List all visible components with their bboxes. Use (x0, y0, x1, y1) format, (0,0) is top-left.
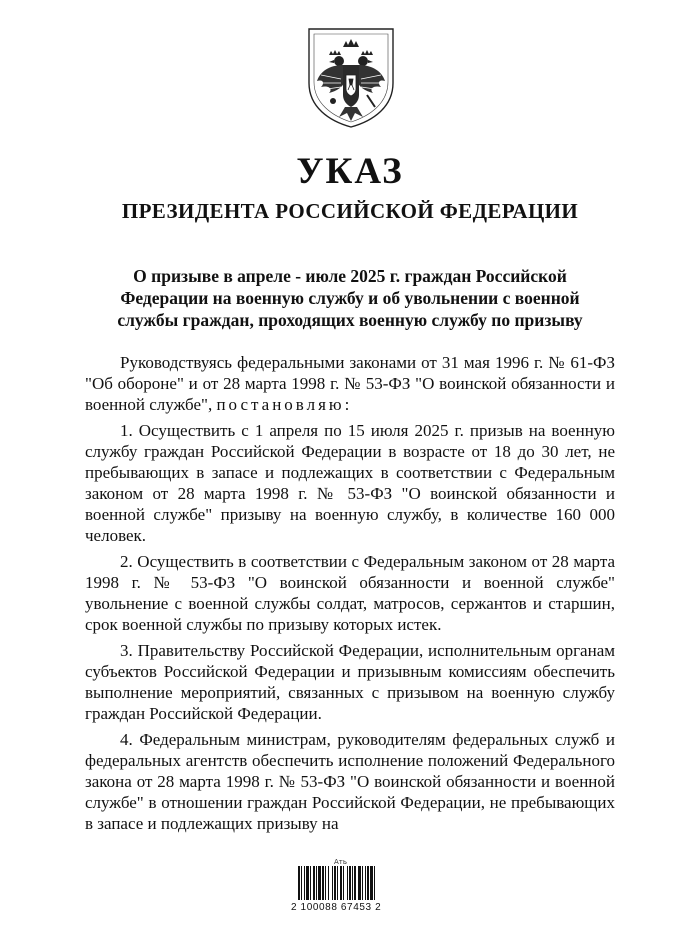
barcode-bar (328, 866, 329, 900)
subject-line: службы граждан, проходящих военную службу по призыву (117, 310, 583, 330)
document-subtitle: ПРЕЗИДЕНТА РОССИЙСКОЙ ФЕДЕРАЦИИ (121, 199, 579, 223)
barcode-bar (332, 866, 333, 900)
barcode-bar (322, 866, 324, 900)
preamble-paragraph (85, 352, 615, 415)
barcode-bar (365, 866, 366, 900)
preamble-text: Руководствуясь федеральными законами от 31 мая 1996 г. № 61-ФЗ "Об обороне" и от 28 марта 1998 г. № 53-ФЗ "О воинской обязанности и военной службе", (85, 353, 615, 414)
barcode-bar (358, 866, 361, 900)
barcode-bar (316, 866, 317, 900)
barcode-bar (370, 866, 373, 900)
barcode-bar (352, 866, 353, 900)
barcode-bar (367, 866, 369, 900)
decree-subject (100, 265, 600, 331)
barcode-bar (349, 866, 351, 900)
paragraph-4: 4. Федеральным министрам, руководителям федеральных служб и федеральных агентств обеспечить исполнение положений Федерального закона от 28 марта 1998 г. № 53-ФЗ "О воинской обязанности и военной службе" в отношении граждан Российской Федерации, не пребывающих в запасе и подлежащих призыву на (85, 730, 615, 833)
barcode-bar (318, 866, 321, 900)
barcode-bar (340, 866, 342, 900)
coat-of-arms-icon (303, 25, 399, 129)
barcode-bar (298, 866, 300, 900)
subject-line: О призыве в апреле - июле 2025 г. граждан Российской (133, 266, 567, 286)
barcode-bar (313, 866, 315, 900)
barcode-bar (306, 866, 309, 900)
barcode-bar (374, 866, 375, 900)
barcode-bar (337, 866, 338, 900)
document-title: УКАЗ (296, 151, 404, 192)
barcode-bar (343, 866, 344, 900)
barcode-bar (334, 866, 336, 900)
barcode-bar (354, 866, 356, 900)
decree-word: постановляю: (216, 395, 353, 414)
printer-mark: Ать (334, 858, 347, 866)
barcode-number: 2 100088 67453 2 (291, 902, 382, 913)
barcode-bar (325, 866, 326, 900)
paragraph-2: 2. Осуществить в соответствии с Федеральным законом от 28 марта 1998 г. № 53-ФЗ "О воинской обязанности и военной службе" увольнение с военной службы солдат, матросов, сержантов и старшин, срок военной службы по призыву которых истек. (85, 552, 615, 634)
barcode-bar (301, 866, 302, 900)
barcode-bar (347, 866, 348, 900)
barcode-bar (310, 866, 311, 900)
barcode-icon (296, 866, 406, 900)
decree-body (85, 352, 615, 839)
barcode-bar (304, 866, 305, 900)
paragraph-1: 1. Осуществить с 1 апреля по 15 июля 2025 г. призыв на военную службу граждан Российской Федерации в возрасте от 18 до 30 лет, не пребывающих в запасе и подлежащих в соответствии с Федеральным законом от 28 марта 1998 г. № 53-ФЗ "О воинской обязанности и военной службе" призыву на военную службу, в количестве 160 000 человек. (85, 421, 615, 545)
subject-line: Федерации на военную службу и об увольнении с военной (120, 288, 580, 308)
paragraph-3: 3. Правительству Российской Федерации, исполнительным органам субъектов Российской Федерации и призывным комиссиям обеспечить выполнение мероприятий, связанных с призывом на военную службу граждан Российской Федерации. (85, 641, 615, 723)
barcode-bar (362, 866, 363, 900)
